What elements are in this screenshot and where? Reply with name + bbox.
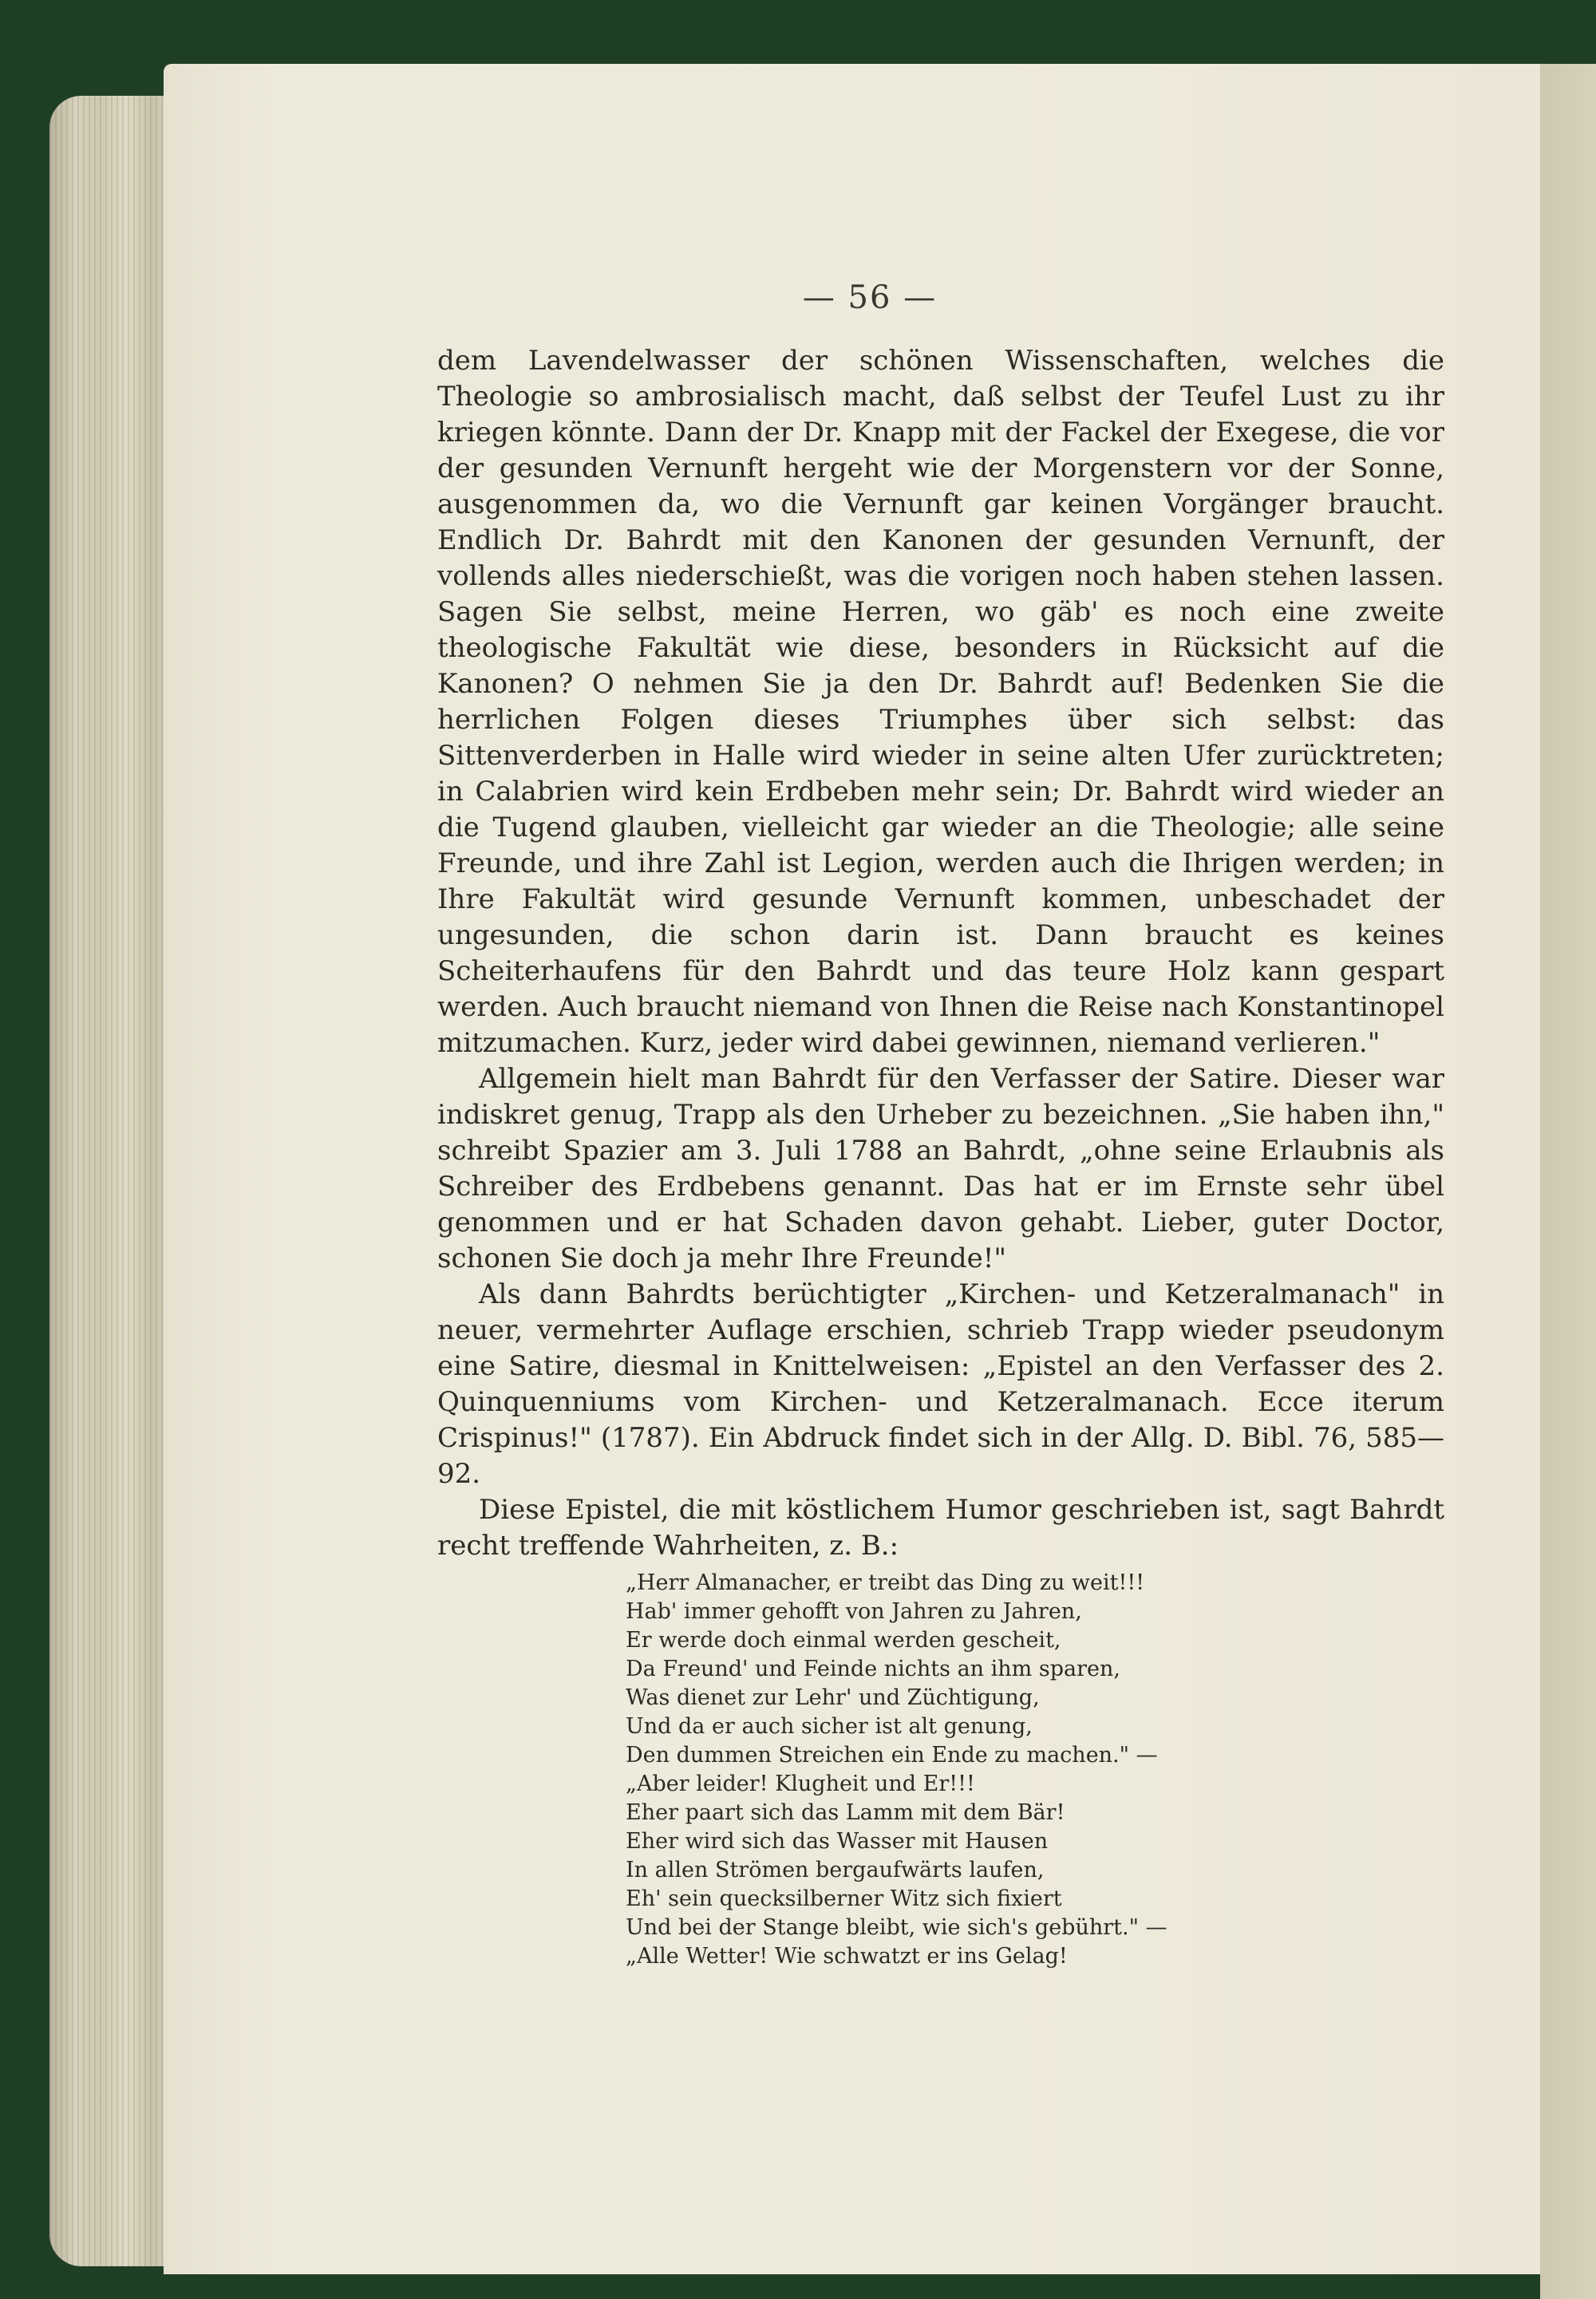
verse-line: Da Freund' und Feinde nichts an ihm sparen, xyxy=(626,1657,1120,1681)
page-number: — 56 — xyxy=(802,279,938,316)
verse-line: „Alle Wetter! Wie schwatzt er ins Gelag! xyxy=(626,1944,1068,1969)
paragraph-1: dem Lavendelwasser der schönen Wissenschaften, welches die Theologie so ambrosialisch macht, daß selbst der Teufel Lust zu ihr kriegen könnte. Dann der Dr. Knapp mit der Fackel der Exegese, die vor der gesunden Vernunft hergeht wie der Morgenstern vor der Sonne, ausgenommen da, wo die Vernunft gar keinen Vorgänger braucht. Endlich Dr. Bahrdt mit den Kanonen der gesunden Vernunft, der vollends alles niederschießt, was die vorigen noch haben stehen lassen. Sagen Sie selbst, meine Herren, wo gäb' es noch eine zweite theologische Fakultät wie diese, besonders in Rücksicht auf die Kanonen? O nehmen Sie ja den Dr. Bahrdt auf! Bedenken Sie die herrlichen Folgen dieses Triumphes über sich selbst: das Sittenverderben in Halle wird wieder in seine alten Ufer zurücktreten; in Calabrien wird kein Erdbeben mehr sein; Dr. Bahrdt wird wieder an die Tugend glauben, vielleicht gar wieder an die Theologie; alle seine Freunde, und ihre Zahl ist Legion, werden auch die Ihrigen werden; in Ihre Fakultät wird gesunde Vernunft kommen, unbeschadet der ungesunden, die schon darin ist. Dann braucht es keines Scheiterhaufens für den Bahrdt und das teure Holz kann gespart werden. Auch braucht niemand von Ihnen die Reise nach Konstantinopel mitzumachen. Kurz, jeder wird dabei gewinnen, niemand verlieren." xyxy=(437,345,1444,1059)
body-text xyxy=(437,343,1444,1971)
verse-line: „Herr Almanacher, er treibt das Ding zu weit!!! xyxy=(626,1570,1145,1595)
verse-line: Eh' sein quecksilberner Witz sich fixiert xyxy=(626,1886,1062,1911)
verse-line: Was dienet zur Lehr' und Züchtigung, xyxy=(626,1685,1040,1710)
paragraph-2: Allgemein hielt man Bahrdt für den Verfasser der Satire. Dieser war indiskret genug, Trapp als den Urheber zu bezeichnen. „Sie haben ihn," schreibt Spazier am 3. Juli 1788 an Bahrdt, „ohne seine Erlaubnis als Schreiber des Erdbebens genannt. Das hat er im Ernste sehr übel genommen und er hat Schaden davon gehabt. Lieber, guter Doctor, schonen Sie doch ja mehr Ihre Freunde!" xyxy=(437,1063,1444,1274)
paragraph-3: Als dann Bahrdts berüchtigter „Kirchen- und Ketzeralmanach" in neuer, vermehrter Auflage erschien, schrieb Trapp wieder pseudonym eine Satire, diesmal in Knittelweisen: „Epistel an den Verfasser des 2. Quinquenniums vom Kirchen- und Ketzeralmanach. Ecce iterum Crispinus!" (1787). Ein Abdruck findet sich in der Allg. D. Bibl. 76, 585—92. xyxy=(437,1278,1444,1490)
book-page-edges xyxy=(49,96,177,2266)
verse-line: Hab' immer gehofft von Jahren zu Jahren, xyxy=(626,1599,1082,1624)
verse-line: Und bei der Stange bleibt, wie sich's gebührt." — xyxy=(626,1915,1167,1940)
verse-line: Eher paart sich das Lamm mit dem Bär! xyxy=(626,1800,1065,1825)
verse-line: In allen Strömen bergaufwärts laufen, xyxy=(626,1858,1045,1882)
verse-quotation xyxy=(626,1569,1444,1971)
verse-line: Er werde doch einmal werden gescheit, xyxy=(626,1628,1061,1653)
verse-line: Den dummen Streichen ein Ende zu machen." — xyxy=(626,1743,1158,1768)
paragraph-4: Diese Epistel, die mit köstlichem Humor geschrieben ist, sagt Bahrdt recht treffende Wahrheiten, z. B.: xyxy=(437,1494,1444,1562)
verse-line: „Aber leider! Klugheit und Er!!! xyxy=(626,1772,975,1796)
verse-line: Und da er auch sicher ist alt genung, xyxy=(626,1714,1033,1739)
verse-line: Eher wird sich das Wasser mit Hausen xyxy=(626,1829,1049,1854)
facing-page-edge xyxy=(1540,64,1596,2299)
